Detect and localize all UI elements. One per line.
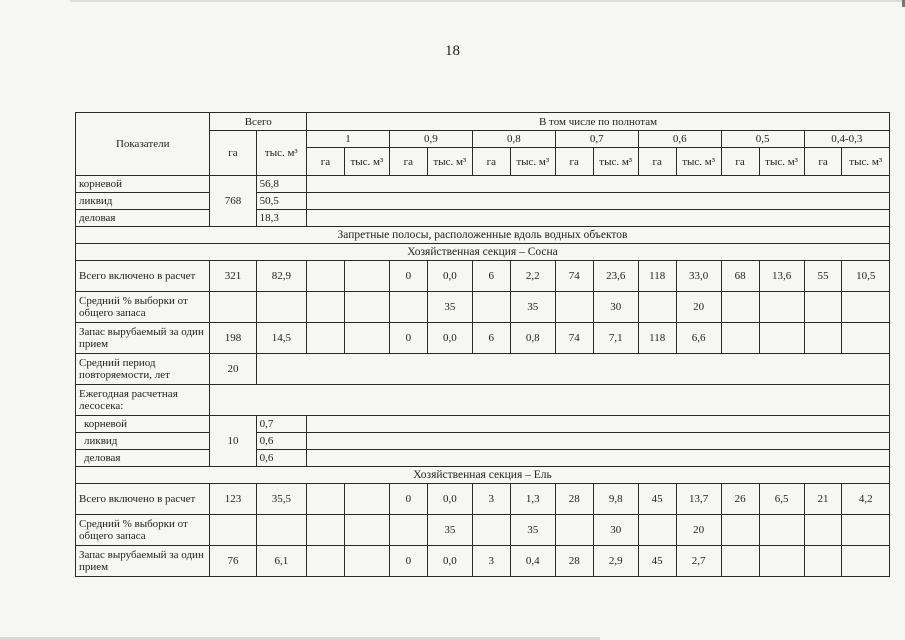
value-cell: 0,0 [427,546,472,577]
value-cell: 21 [804,484,842,515]
row-label: Ежегодная расчетная лесосека: [76,385,210,416]
annual-value: 0,6 [256,450,306,467]
value-cell [721,323,759,354]
value-cell: 35 [427,515,472,546]
value-cell [344,261,389,292]
row-label: ликвид [76,193,210,210]
header-total: Всего [210,113,307,131]
value-cell: 20 [210,354,256,385]
value-cell [804,323,842,354]
value-cell: 3 [472,546,510,577]
header-thous-m3: тыс. м³ [842,148,890,176]
value-cell: 10,5 [842,261,890,292]
header-density: 0,6 [638,131,721,148]
data-row [76,292,890,323]
row-label: Всего включено в расчет [76,261,210,292]
page-number: 18 [445,43,460,59]
annual-row [76,416,890,433]
empty-cell [307,450,890,467]
value-cell: 28 [555,546,593,577]
value-cell [842,546,890,577]
header-ha: га [472,148,510,176]
header-thous-m3: тыс. м³ [593,148,638,176]
value-cell: 35 [510,515,555,546]
header-ha: га [210,131,256,176]
value-cell: 2,2 [510,261,555,292]
value-cell: 0 [389,484,427,515]
header-density: 1 [307,131,390,148]
value-cell: 55 [804,261,842,292]
value-cell: 2,9 [593,546,638,577]
value-cell: 26 [721,484,759,515]
stock-value: 18,3 [256,210,306,227]
value-cell [344,546,389,577]
value-cell [759,292,804,323]
value-cell [307,292,345,323]
scan-edge-top [70,0,905,2]
value-cell: 1,3 [510,484,555,515]
header-ha: га [721,148,759,176]
header-thous-m3: тыс. м³ [759,148,804,176]
value-cell: 20 [676,292,721,323]
value-cell [472,515,510,546]
header-ha: га [804,148,842,176]
header-density: 0,8 [472,131,555,148]
value-cell: 0 [389,546,427,577]
stock-row [76,210,890,227]
header-row [76,113,890,131]
row-label: корневой [76,416,210,433]
row-label: Средний % выборки от общего запаса [76,292,210,323]
row-label: Запас вырубаемый за один прием [76,546,210,577]
value-cell [256,515,306,546]
value-cell: 321 [210,261,256,292]
section-title: Хозяйственная секция – Сосна [76,244,890,261]
empty-cell [307,193,890,210]
value-cell [256,292,306,323]
value-cell: 0,8 [510,323,555,354]
annual-row [76,450,890,467]
header-thous-m3: тыс. м³ [510,148,555,176]
value-cell: 13,7 [676,484,721,515]
value-cell: 123 [210,484,256,515]
value-cell [307,515,345,546]
header-indicators: Показатели [76,113,210,176]
value-cell [472,292,510,323]
header-thous-m3: тыс. м³ [256,131,306,176]
data-row [76,515,890,546]
header-ha: га [555,148,593,176]
section-title: Хозяйственная секция – Ель [76,467,890,484]
value-cell [307,546,345,577]
value-cell: 3 [472,484,510,515]
header-thous-m3: тыс. м³ [427,148,472,176]
row-label: Всего включено в расчет [76,484,210,515]
header-ha: га [307,148,345,176]
value-cell: 30 [593,515,638,546]
value-cell: 45 [638,484,676,515]
section-row [76,467,890,484]
value-cell [344,515,389,546]
value-cell: 20 [676,515,721,546]
value-cell [344,323,389,354]
value-cell: 68 [721,261,759,292]
value-cell [842,515,890,546]
value-cell [804,515,842,546]
data-row [76,484,890,515]
value-cell: 82,9 [256,261,306,292]
value-cell: 35 [427,292,472,323]
header-thous-m3: тыс. м³ [344,148,389,176]
stock-row [76,176,890,193]
value-cell [842,292,890,323]
header-density: 0,9 [389,131,472,148]
zone-row [76,227,890,244]
value-cell [804,546,842,577]
stock-total-ha: 768 [210,176,256,227]
value-cell [638,515,676,546]
value-cell: 198 [210,323,256,354]
row-label: деловая [76,210,210,227]
value-cell [555,515,593,546]
header-density: 0,4-0,3 [804,131,889,148]
value-cell: 2,7 [676,546,721,577]
annual-value: 0,6 [256,433,306,450]
value-cell: 76 [210,546,256,577]
value-cell: 74 [555,261,593,292]
forest-table-wrapper [75,112,890,577]
value-cell: 28 [555,484,593,515]
value-cell [555,292,593,323]
value-cell [721,515,759,546]
row-label: корневой [76,176,210,193]
annual-ha: 10 [210,416,256,467]
stock-value: 50,5 [256,193,306,210]
value-cell: 0,0 [427,261,472,292]
value-cell [210,515,256,546]
empty-cell [307,176,890,193]
header-ha: га [389,148,427,176]
value-cell [804,292,842,323]
empty-cell [256,354,889,385]
row-label: деловая [76,450,210,467]
value-cell [759,323,804,354]
header-ha: га [638,148,676,176]
value-cell [307,484,345,515]
value-cell [344,484,389,515]
header-density: 0,5 [721,131,804,148]
value-cell [210,292,256,323]
row-label: ликвид [76,433,210,450]
stock-row [76,193,890,210]
data-row [76,261,890,292]
value-cell: 45 [638,546,676,577]
row-label: Средний % выборки от общего запаса [76,515,210,546]
forest-felling-table [75,112,890,577]
value-cell: 6,6 [676,323,721,354]
value-cell [389,515,427,546]
value-cell: 35 [510,292,555,323]
value-cell: 7,1 [593,323,638,354]
value-cell: 6,5 [759,484,804,515]
header-thous-m3: тыс. м³ [676,148,721,176]
data-row [76,385,890,416]
annual-value: 0,7 [256,416,306,433]
section-row [76,244,890,261]
value-cell [307,323,345,354]
value-cell [307,261,345,292]
value-cell: 14,5 [256,323,306,354]
data-row [76,546,890,577]
value-cell: 23,6 [593,261,638,292]
value-cell: 74 [555,323,593,354]
table-body [76,113,890,577]
empty-cell [210,385,890,416]
empty-cell [307,433,890,450]
empty-cell [307,210,890,227]
value-cell: 6 [472,261,510,292]
value-cell: 0 [389,261,427,292]
row-label: Запас вырубаемый за один прием [76,323,210,354]
value-cell: 6,1 [256,546,306,577]
zone-title: Запретные полосы, расположенные вдоль водных объектов [76,227,890,244]
value-cell: 13,6 [759,261,804,292]
value-cell [721,292,759,323]
value-cell [721,546,759,577]
value-cell: 30 [593,292,638,323]
value-cell: 0,0 [427,323,472,354]
value-cell [638,292,676,323]
value-cell: 118 [638,323,676,354]
value-cell [759,515,804,546]
value-cell [389,292,427,323]
value-cell: 0 [389,323,427,354]
value-cell: 4,2 [842,484,890,515]
value-cell: 33,0 [676,261,721,292]
value-cell: 0,4 [510,546,555,577]
value-cell: 35,5 [256,484,306,515]
value-cell: 0,0 [427,484,472,515]
annual-row [76,433,890,450]
row-label: Средний период повторяемости, лет [76,354,210,385]
value-cell: 9,8 [593,484,638,515]
value-cell [344,292,389,323]
header-density: 0,7 [555,131,638,148]
empty-cell [307,416,890,433]
data-row [76,323,890,354]
value-cell [842,323,890,354]
value-cell: 6 [472,323,510,354]
value-cell [759,546,804,577]
value-cell: 118 [638,261,676,292]
data-row [76,354,890,385]
stock-value: 56,8 [256,176,306,193]
header-by-density: В том числе по полнотам [307,113,890,131]
